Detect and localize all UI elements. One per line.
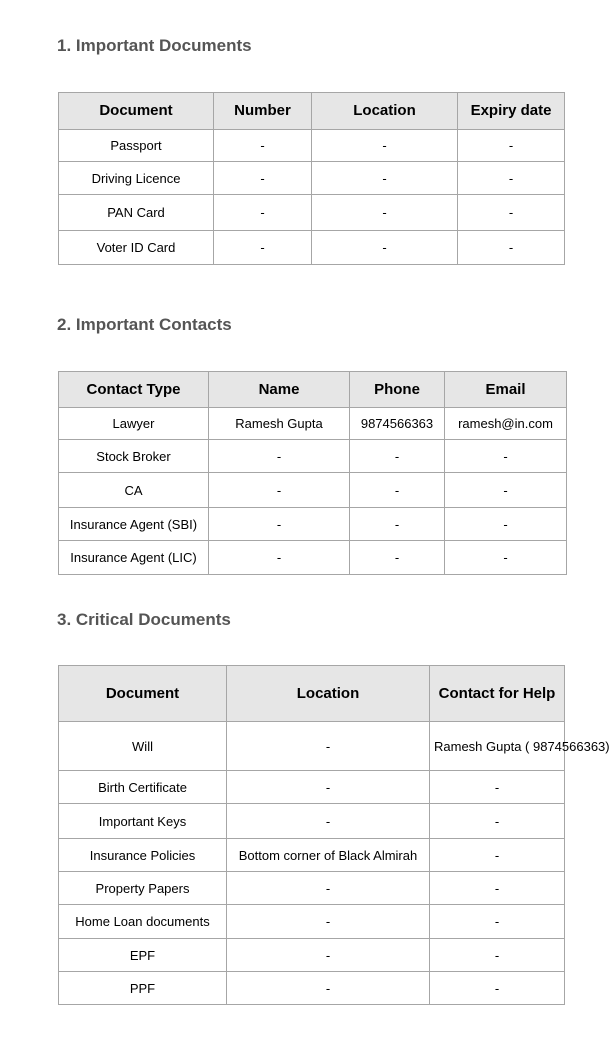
table-row: [59, 839, 565, 872]
section-title-important-contacts: 2. Important Contacts: [57, 315, 232, 334]
table-row: [59, 473, 567, 508]
table-cell: Property Papers: [59, 872, 227, 905]
table-cell: -: [312, 195, 458, 231]
table-cell: PPF: [59, 972, 227, 1005]
table-cell: ramesh@in.com: [445, 408, 567, 440]
table-cell: Insurance Agent (LIC): [59, 541, 209, 575]
column-header: Document: [59, 666, 227, 722]
section-title-critical-documents: 3. Critical Documents: [57, 610, 231, 629]
column-header: Contact Type: [59, 372, 209, 408]
table-cell: -: [209, 440, 350, 473]
table-cell: -: [350, 473, 445, 508]
table-row: [59, 771, 565, 804]
table-cell: -: [350, 508, 445, 541]
table-cell: Lawyer: [59, 408, 209, 440]
table-cell: -: [227, 804, 430, 839]
table-header-row: [59, 93, 565, 130]
table-cell: -: [445, 473, 567, 508]
table-cell: EPF: [59, 939, 227, 972]
table-cell: Driving Licence: [59, 162, 214, 195]
column-header: Contact for Help: [430, 666, 565, 722]
table-row: [59, 972, 565, 1005]
table-row: [59, 195, 565, 231]
table-cell: -: [312, 162, 458, 195]
table-cell: -: [209, 473, 350, 508]
column-header: Number: [214, 93, 312, 130]
table-cell: -: [209, 541, 350, 575]
table-cell: Birth Certificate: [59, 771, 227, 804]
table-cell: Stock Broker: [59, 440, 209, 473]
table-cell: -: [458, 195, 565, 231]
table-cell: -: [227, 939, 430, 972]
important-contacts-table: [58, 371, 567, 575]
table-cell: -: [350, 440, 445, 473]
table-cell: -: [445, 541, 567, 575]
table-cell: -: [430, 771, 565, 804]
important-documents-table: [58, 92, 565, 265]
table-cell: -: [227, 771, 430, 804]
table-cell: -: [227, 872, 430, 905]
column-header: Expiry date: [458, 93, 565, 130]
table-cell: -: [458, 130, 565, 162]
table-cell: -: [227, 722, 430, 771]
table-row: [59, 162, 565, 195]
table-cell: -: [430, 905, 565, 939]
table-cell: PAN Card: [59, 195, 214, 231]
table-cell: -: [227, 972, 430, 1005]
table-cell: Home Loan documents: [59, 905, 227, 939]
table-cell: Important Keys: [59, 804, 227, 839]
table-cell: -: [312, 130, 458, 162]
table-row: [59, 508, 567, 541]
column-header: Document: [59, 93, 214, 130]
table-cell: -: [214, 130, 312, 162]
table-row: [59, 130, 565, 162]
table-cell: -: [445, 508, 567, 541]
table-row: [59, 231, 565, 265]
table-cell: Ramesh Gupta: [209, 408, 350, 440]
table-cell: -: [458, 162, 565, 195]
table-row: [59, 804, 565, 839]
table-cell: -: [445, 440, 567, 473]
column-header: Email: [445, 372, 567, 408]
table-header-row: [59, 372, 567, 408]
table-cell: Ramesh Gupta ( 9874566363): [430, 722, 565, 771]
table-cell: Voter ID Card: [59, 231, 214, 265]
table-cell: CA: [59, 473, 209, 508]
table-cell: Insurance Policies: [59, 839, 227, 872]
table-cell: -: [430, 804, 565, 839]
table-cell: -: [430, 872, 565, 905]
table-cell: 9874566363: [350, 408, 445, 440]
table-row: [59, 905, 565, 939]
table-cell: Passport: [59, 130, 214, 162]
column-header: Phone: [350, 372, 445, 408]
table-row: [59, 440, 567, 473]
table-cell: -: [350, 541, 445, 575]
table-row: [59, 722, 565, 771]
column-header: Location: [312, 93, 458, 130]
table-header-row: [59, 666, 565, 722]
table-cell: -: [312, 231, 458, 265]
table-cell: -: [458, 231, 565, 265]
table-cell: Bottom corner of Black Almirah: [227, 839, 430, 872]
table-cell: -: [227, 905, 430, 939]
table-row: [59, 408, 567, 440]
table-cell: -: [430, 939, 565, 972]
table-cell: -: [214, 231, 312, 265]
table-cell: -: [430, 972, 565, 1005]
table-cell: Insurance Agent (SBI): [59, 508, 209, 541]
table-cell: Will: [59, 722, 227, 771]
table-cell: -: [430, 839, 565, 872]
table-row: [59, 939, 565, 972]
section-title-important-documents: 1. Important Documents: [57, 36, 252, 55]
column-header: Name: [209, 372, 350, 408]
table-row: [59, 541, 567, 575]
table-cell: -: [214, 195, 312, 231]
table-cell: -: [209, 508, 350, 541]
table-cell: -: [214, 162, 312, 195]
critical-documents-table: [58, 665, 610, 1005]
table-row: [59, 872, 565, 905]
column-header: Location: [227, 666, 430, 722]
